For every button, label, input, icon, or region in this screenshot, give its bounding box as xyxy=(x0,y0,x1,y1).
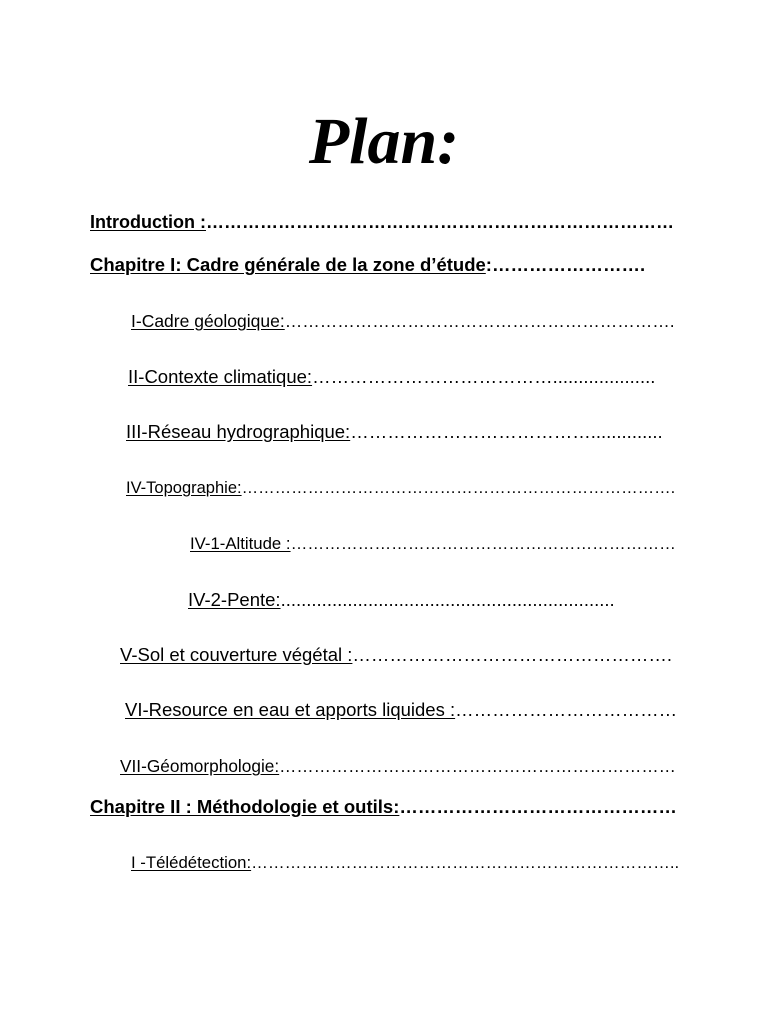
toc-entry-pente xyxy=(188,588,615,612)
toc-entry-geomorphologie xyxy=(120,754,676,778)
toc-entry-leader: ……………………………………………………………………. xyxy=(241,479,676,497)
toc-entry-cadre-geologique xyxy=(131,309,675,333)
toc-entry-leader: :……………………. xyxy=(485,254,646,275)
toc-entry-leader: ………………………………….............. xyxy=(350,421,663,442)
toc-entry-label: V-Sol et couverture végétal : xyxy=(120,644,353,665)
toc-entry-label: II-Contexte climatique: xyxy=(128,366,313,387)
toc-entry-chapitre-1 xyxy=(90,253,645,277)
toc-entry-label: IV-Topographie: xyxy=(126,479,242,497)
toc-entry-reseau-hydrographique xyxy=(126,420,663,444)
toc-entry-label: I-Cadre géologique: xyxy=(131,311,285,331)
toc-entry-teledetection xyxy=(131,851,679,875)
toc-entry-leader: ………………………………….................... xyxy=(312,366,656,387)
toc-entry-leader: ……………………………………… xyxy=(399,796,677,817)
toc-entry-label: III-Réseau hydrographique: xyxy=(126,421,351,442)
toc-entry-topographie xyxy=(126,476,675,500)
toc-entry-contexte-climatique xyxy=(128,365,655,389)
toc-entry-leader: …………………………………………………………… xyxy=(279,756,676,776)
toc-entry-label: Chapitre I: Cadre générale de la zone d’étude xyxy=(90,254,486,275)
toc-entry-leader: ………………………………………………………………….. xyxy=(251,853,680,872)
toc-entry-leader: ................................................................. xyxy=(280,589,615,610)
toc-entry-label: Introduction : xyxy=(90,212,206,232)
toc-entry-leader: …………………………………………………………… xyxy=(290,534,676,553)
toc-entry-resource-eau xyxy=(125,698,677,722)
toc-entry-label: IV-2-Pente: xyxy=(188,589,281,610)
toc-entry-leader: ……………………………… xyxy=(455,699,678,720)
toc-entry-altitude xyxy=(190,532,676,556)
toc-entry-chapitre-2 xyxy=(90,795,677,819)
toc-entry-leader: ……………………………………………. xyxy=(352,644,673,665)
page-title: Plan: xyxy=(308,105,460,178)
toc-entry-sol-couverture xyxy=(120,643,672,667)
toc-entry-leader: …………………………………………………………………… xyxy=(205,212,674,232)
toc-entry-introduction xyxy=(90,210,674,234)
toc-entry-label: Chapitre II : Méthodologie et outils: xyxy=(90,796,400,817)
toc-entry-label: VII-Géomorphologie: xyxy=(120,756,280,776)
toc-entry-label: I -Télédétection: xyxy=(131,853,252,872)
toc-entry-label: VI-Resource en eau et apports liquides : xyxy=(125,699,456,720)
toc-entry-leader: …………………………………………………………. xyxy=(284,311,675,331)
toc-entry-label: IV-1-Altitude : xyxy=(190,534,291,553)
